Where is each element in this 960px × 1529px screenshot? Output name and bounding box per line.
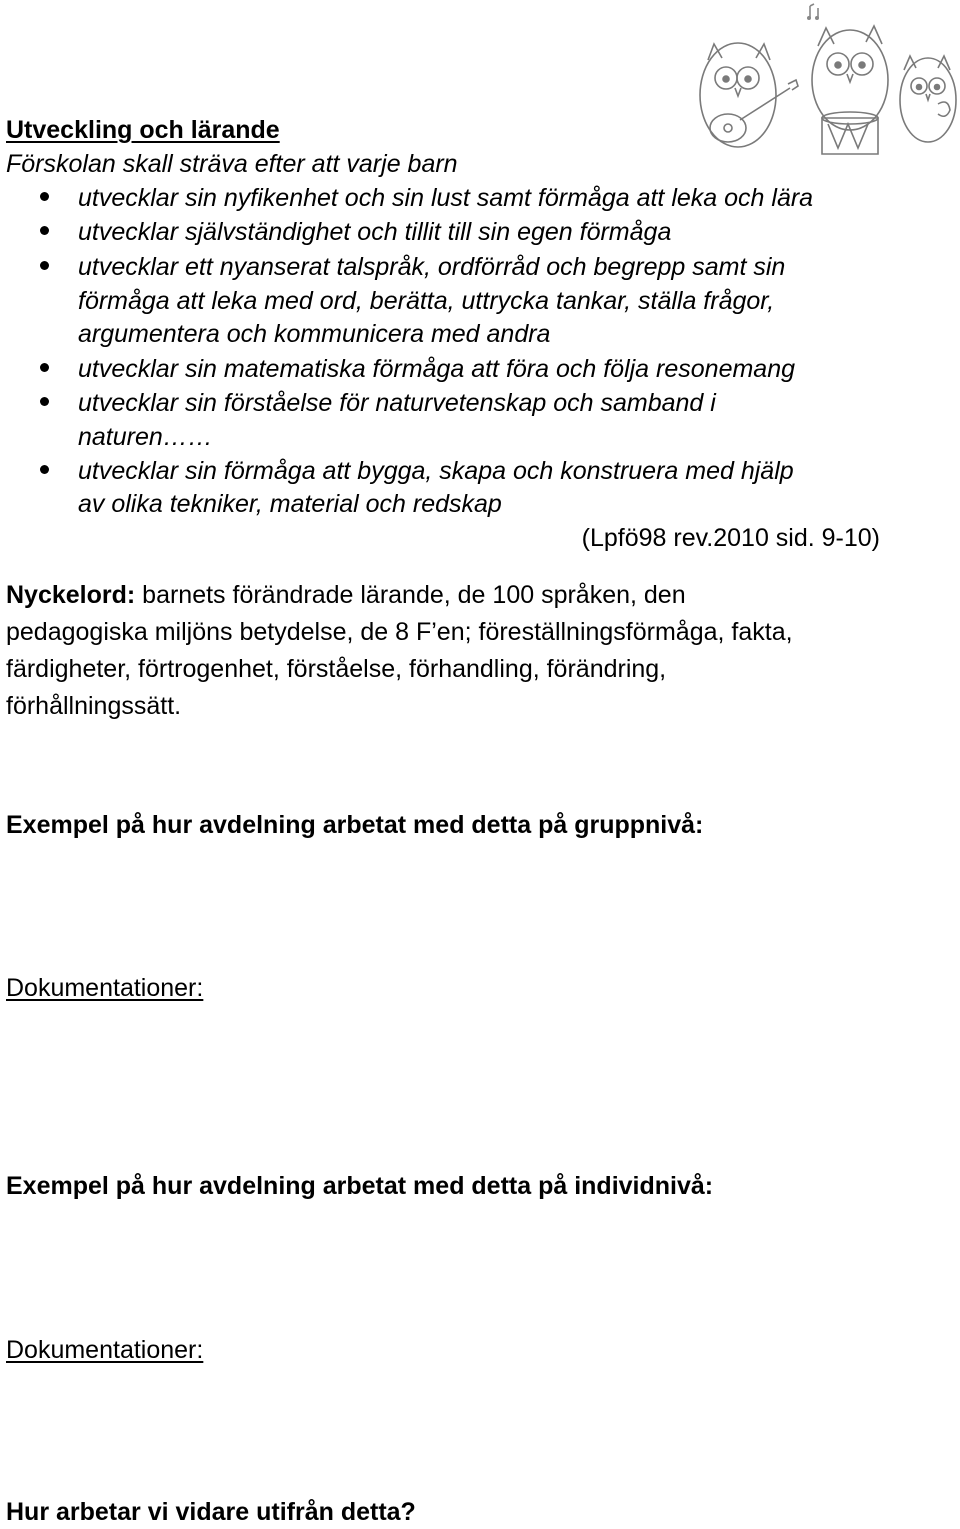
list-item-continuation: av olika tekniker, material och redskap — [78, 490, 502, 518]
bullet-icon — [40, 192, 49, 201]
list-item-continuation: argumentera och kommunicera med andra — [78, 320, 551, 348]
page-heading: Utveckling och lärande — [6, 116, 280, 144]
group-example-heading: Exempel på hur avdelning arbetat med detta på gruppnivå: — [6, 811, 704, 839]
owls-illustration-icon — [690, 0, 960, 160]
citation: (Lpfö98 rev.2010 sid. 9-10) — [581, 524, 880, 552]
list-item: utvecklar självständighet och tillit till sin egen förmåga — [78, 218, 672, 246]
keywords-line-2: pedagogiska miljöns betydelse, de 8 F’en; föreställningsförmåga, fakta, — [6, 618, 793, 646]
bullet-icon — [40, 363, 49, 372]
keywords-line-3: färdigheter, förtrogenhet, förståelse, förhandling, förändring, — [6, 655, 667, 683]
documentation-heading-2: Dokumentationer: — [6, 1336, 204, 1364]
list-item: utvecklar sin förståelse för naturvetenskap och samband i — [78, 389, 716, 417]
list-item: utvecklar sin förmåga att bygga, skapa och konstruera med hjälp — [78, 457, 794, 485]
bullet-icon — [40, 261, 49, 270]
individual-example-heading: Exempel på hur avdelning arbetat med detta på individnivå: — [6, 1172, 714, 1200]
keywords-text: barnets förändrade lärande, de 100 språken, den — [135, 581, 686, 609]
bullet-icon — [40, 226, 49, 235]
keywords-line-4: förhållningssätt. — [6, 692, 182, 720]
intro-text: Förskolan skall sträva efter att varje barn — [6, 150, 458, 178]
list-item: utvecklar sin nyfikenhet och sin lust samt förmåga att leka och lära — [78, 184, 814, 212]
list-item: utvecklar sin matematiska förmåga att föra och följa resonemang — [78, 355, 796, 383]
list-item-continuation: naturen…… — [78, 423, 213, 451]
keywords-label: Nyckelord: — [6, 581, 136, 609]
list-item: utvecklar ett nyanserat talspråk, ordförråd och begrepp samt sin — [78, 253, 786, 281]
bullet-icon — [40, 397, 49, 406]
next-steps-heading: Hur arbetar vi vidare utifrån detta? — [6, 1498, 416, 1526]
list-item-continuation: förmåga att leka med ord, berätta, uttrycka tankar, ställa frågor, — [78, 287, 775, 315]
bullet-icon — [40, 465, 49, 474]
keywords-line-1 — [6, 577, 686, 614]
documentation-heading-1: Dokumentationer: — [6, 974, 204, 1002]
